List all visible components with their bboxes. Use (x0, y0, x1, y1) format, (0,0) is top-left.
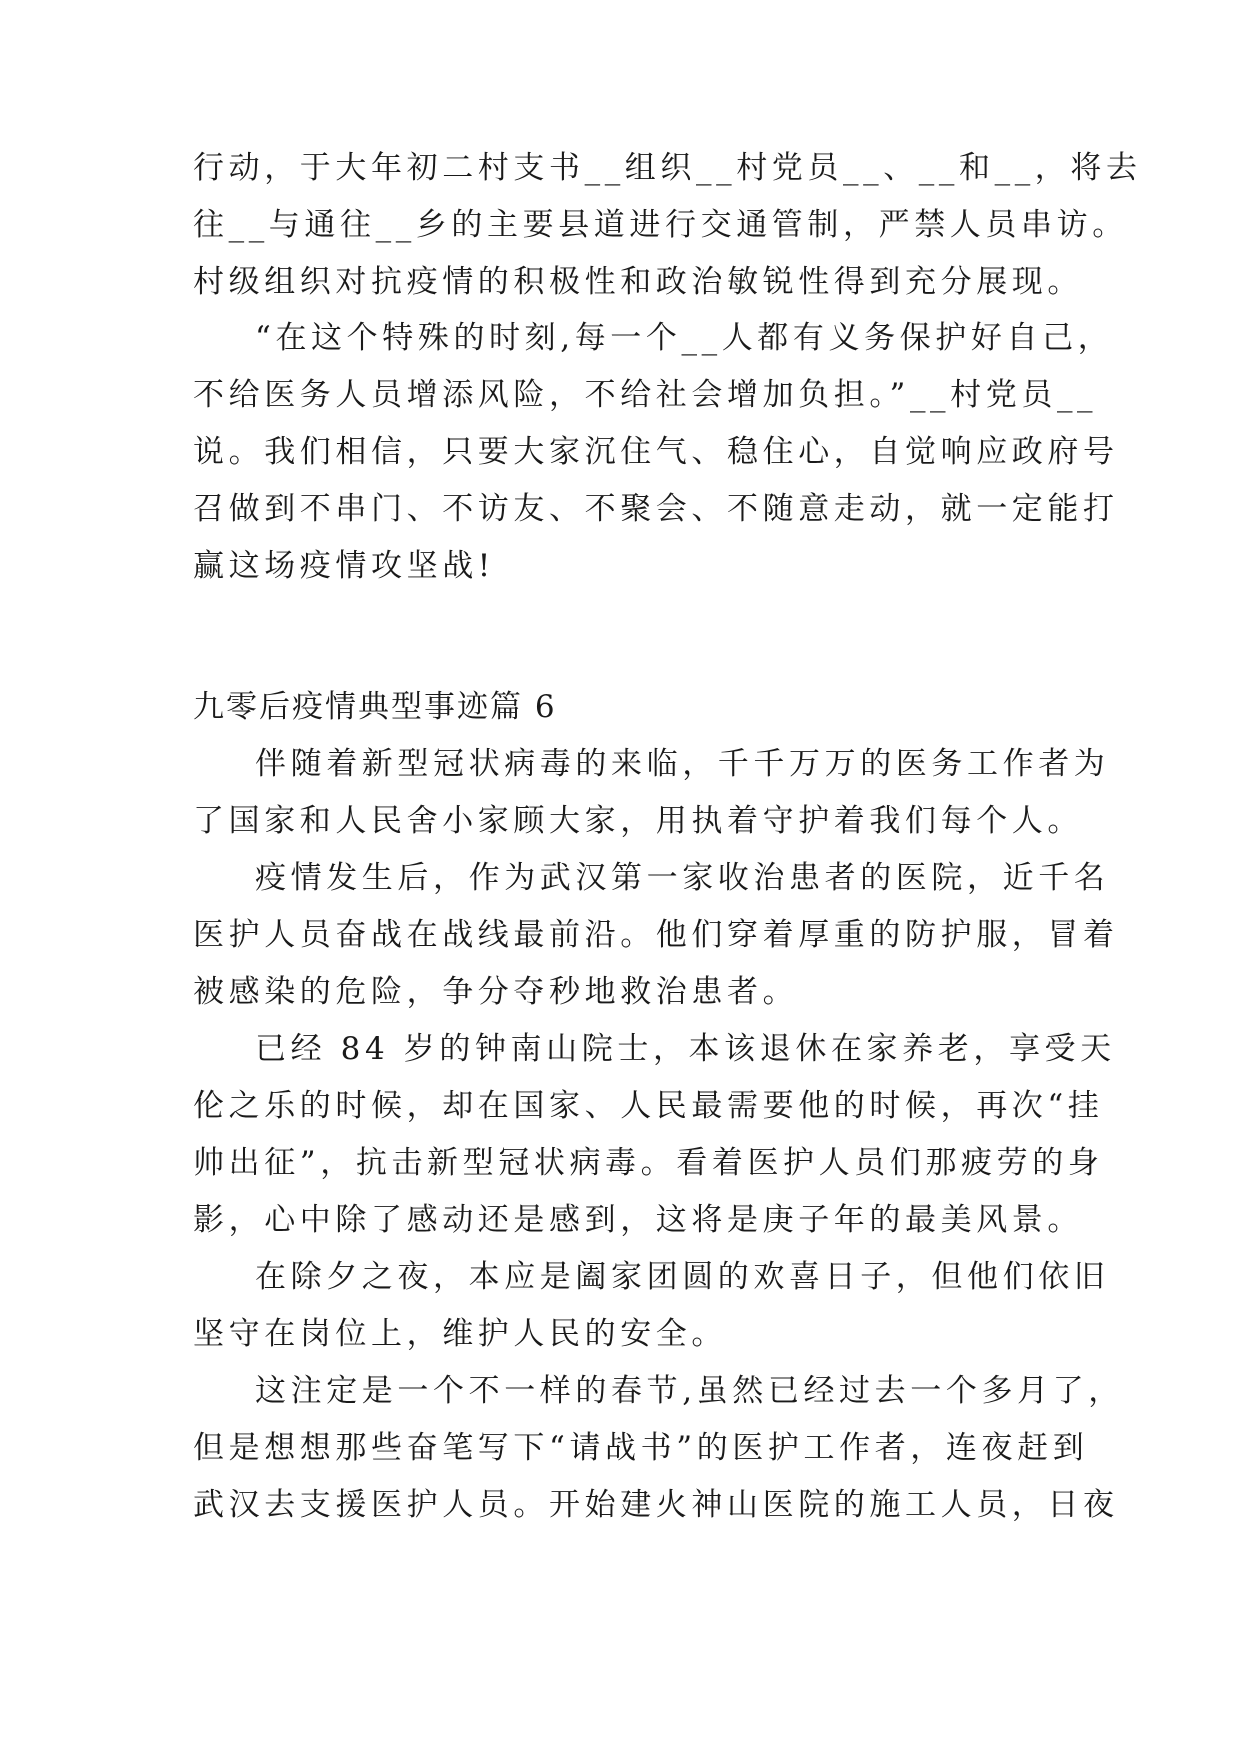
paragraph-line: 在除夕之夜，本应是阖家团圆的欢喜日子，但他们依旧 (255, 1259, 1110, 1295)
paragraph-line: 这注定是一个不一样的春节,虽然已经过去一个多月了， (255, 1373, 1124, 1409)
paragraph-line: 往__与通往__乡的主要县道进行交通管制，严禁人员串访。 (193, 207, 1128, 243)
paragraph-line: 了国家和人民舍小家顾大家，用执着守护着我们每个人。 (193, 803, 1083, 839)
paragraph-line: 说。我们相信，只要大家沉住气、稳住心，自觉响应政府号 (193, 434, 1119, 470)
paragraph-line: 伦之乐的时候，却在国家、人民最需要他的时候，再次“挂 (193, 1088, 1104, 1124)
paragraph-line: 被感染的危险，争分夺秒地救治患者。 (193, 974, 799, 1010)
paragraph-line: 伴随着新型冠状病毒的来临，千千万万的医务工作者为 (255, 746, 1110, 782)
paragraph-line: 行动，于大年初二村支书__组织__村党员__、__和__，将去 (193, 150, 1142, 186)
section-heading: 九零后疫情典型事迹篇 6 (193, 689, 557, 725)
paragraph-line: 不给医务人员增添风险，不给社会增加负担。”__村党员__ (193, 377, 1098, 413)
paragraph-line: 影，心中除了感动还是感到，这将是庚子年的最美风景。 (193, 1202, 1083, 1238)
paragraph-line: 疫情发生后，作为武汉第一家收治患者的医院，近千名 (255, 860, 1110, 896)
paragraph-line: 召做到不串门、不访友、不聚会、不随意走动，就一定能打 (193, 491, 1119, 527)
paragraph-line: 医护人员奋战在战线最前沿。他们穿着厚重的防护服，冒着 (193, 917, 1119, 953)
paragraph-line: “在这个特殊的时刻,每一个__人都有义务保护好自己， (255, 320, 1114, 356)
paragraph-line: 武汉去支援医护人员。开始建火神山医院的施工人员，日夜 (193, 1487, 1119, 1523)
paragraph-line: 村级组织对抗疫情的积极性和政治敏锐性得到充分展现。 (193, 264, 1083, 300)
paragraph-line: 帅出征”，抗击新型冠状病毒。看着医护人员们那疲劳的身 (193, 1145, 1104, 1181)
paragraph-line: 坚守在岗位上，维护人民的安全。 (193, 1316, 727, 1352)
paragraph-line: 赢这场疫情攻坚战! (193, 548, 495, 584)
paragraph-line: 已经 84 岁的钟南山院士，本该退休在家养老，享受天 (255, 1031, 1116, 1067)
paragraph-line: 但是想想那些奋笔写下“请战书”的医护工作者，连夜赶到 (193, 1430, 1089, 1466)
